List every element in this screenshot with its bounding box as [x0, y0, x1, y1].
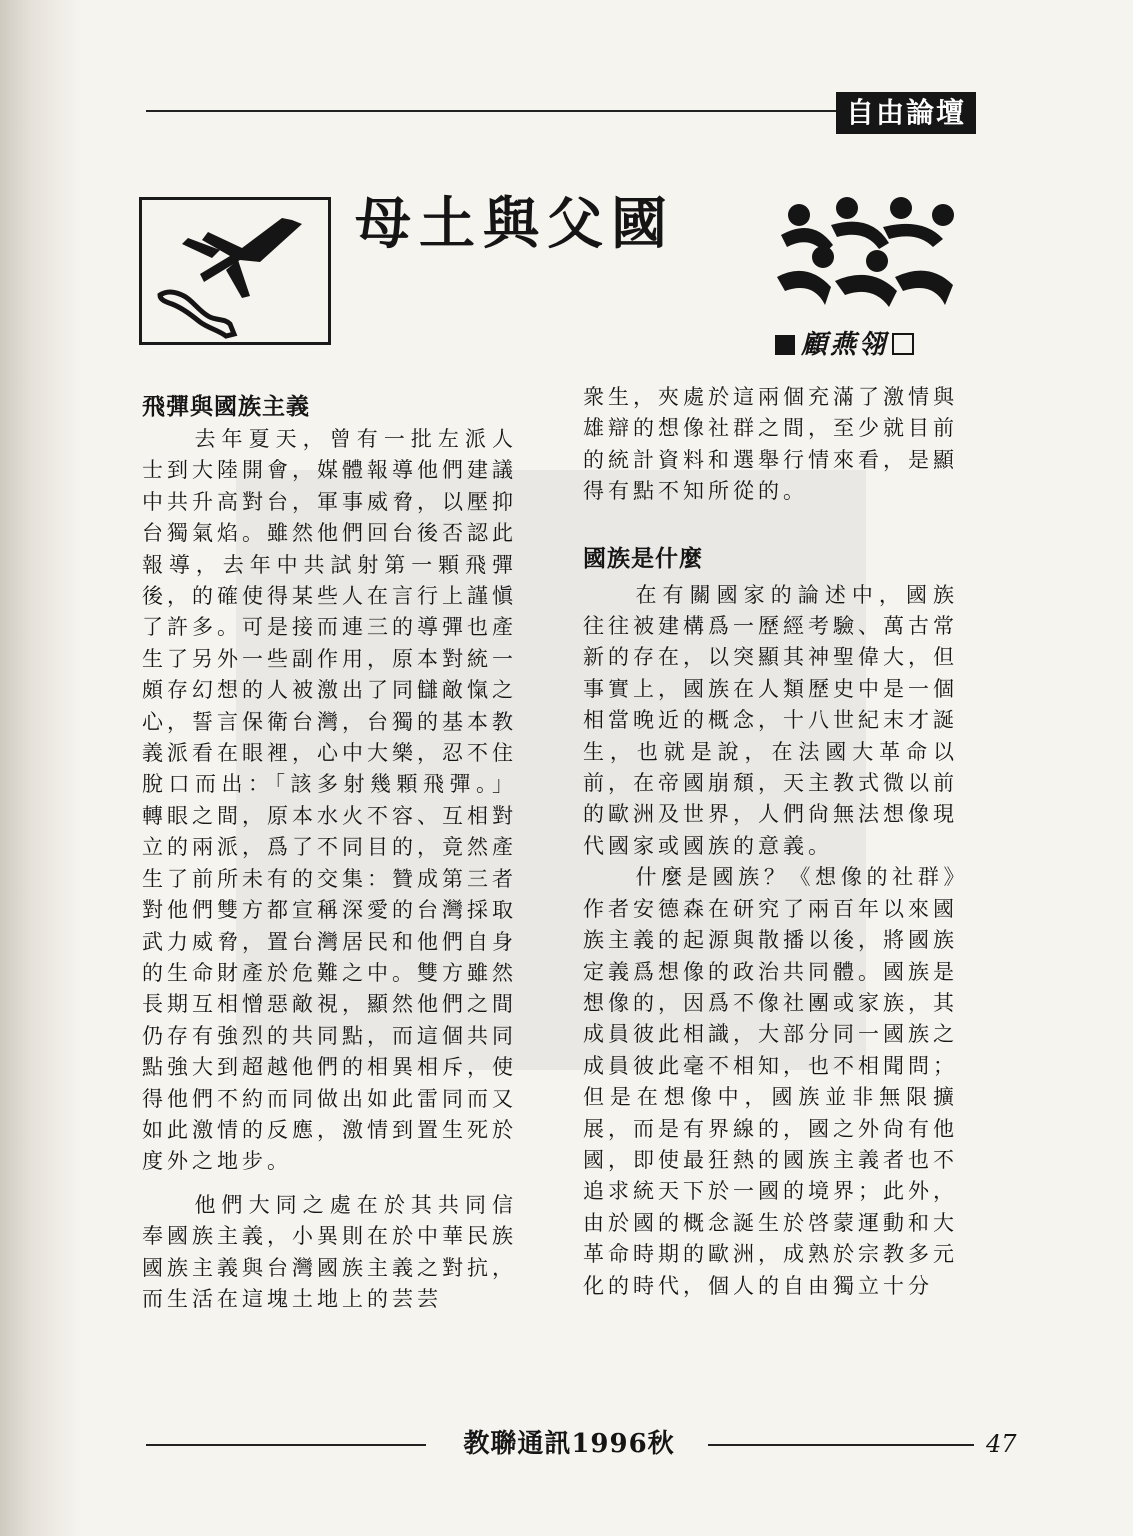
author-name: 顧燕翎 [801, 330, 889, 360]
section-heading: 國族是什麼 [583, 545, 703, 572]
page-number: 47 [986, 1430, 1017, 1458]
left-column [142, 390, 517, 1315]
paragraph: 他們大同之處在於其共同信奉國族主義，小異則在於中華民族國族主義與台灣國族主義之對抗，而生活在這塊土地上的芸芸 [142, 1192, 517, 1311]
people-group-logo-icon [773, 195, 957, 315]
footer-publication: 教聯通訊1996秋 [463, 1429, 675, 1459]
continued-paragraph: 衆生，夾處於這兩個充滿了激情與雄辯的想像社群之間，至少就目前的統計資料和選舉行情來看，是顯得有點不知所從的。 [583, 385, 958, 504]
section-heading: 飛彈與國族主義 [142, 394, 310, 420]
footer-rule-right [708, 1444, 974, 1446]
page-binding-shadow [0, 0, 80, 1536]
article-icon-box [139, 197, 331, 345]
article-title: 母土與父國 [355, 192, 675, 257]
author-line [775, 328, 955, 362]
filled-square-icon [775, 335, 795, 355]
footer-rule-left [146, 1444, 426, 1446]
paragraph: 什麼是國族？《想像的社群》作者安德森在研究了兩百年以來國族主義的起源與散播以後，將國族定義爲想像的政治共同體。國族是想像的，因爲不像社團或家族，其成員彼此相識，大部分同一國族之成員彼此毫不相知，也不相聞問；但是在想像中，國族並非無限擴展，而是有界線的，國之外尙有他國，即使最狂熱的國族主義者也不追求統天下於一國的境界；此外，由於國的概念誕生於啓蒙運動和大革命時期的歐洲，成熟於宗教多元化的時代，個人的自由獨立十分 [583, 865, 958, 1298]
airplane-over-map-icon [142, 200, 328, 342]
right-column [583, 382, 958, 1302]
paragraph: 在有關國家的論述中，國族往往被建構爲一歷經考驗、萬古常新的存在，以突顯其神聖偉大，但事實上，國族在人類歷史中是一個相當晚近的概念，十八世紀末才誕生，也就是說，在法國大革命以前，在帝國崩頹，天主教式微以前的歐洲及世界，人們尙無法想像現代國家或國族的意義。 [583, 582, 958, 858]
header-rule [146, 110, 836, 112]
hollow-square-icon [892, 333, 914, 355]
paragraph: 去年夏天，曾有一批左派人士到大陸開會，媒體報導他們建議中共升高對台，軍事威脅，以壓抑台獨氣焰。雖然他們回台後否認此報導，去年中共試射第一顆飛彈後，的確使得某些人在言行上謹愼了許多。可是接而連三的導彈也產生了另外一些副作用，原本對統一頗存幻想的人被激出了同讎敵愾之心，誓言保衛台灣，台獨的基本教義派看在眼裡，心中大樂，忍不住脫口而出：「該多射幾顆飛彈。」轉眼之間，原本水火不容、互相對立的兩派，爲了不同目的，竟然產生了前所未有的交集：贊成第三者對他們雙方都宣稱深愛的台灣採取武力威脅，置台灣居民和他們自身的生命財產於危難之中。雙方雖然長期互相憎惡敵視，顯然他們之間仍存有強烈的共同點，而這個共同點強大到超越他們的相異相斥，使得他們不約而同做出如此雷同而又如此激情的反應，激情到置生死於度外之地步。 [142, 427, 517, 1174]
section-tag: 自由論壇 [836, 92, 976, 134]
